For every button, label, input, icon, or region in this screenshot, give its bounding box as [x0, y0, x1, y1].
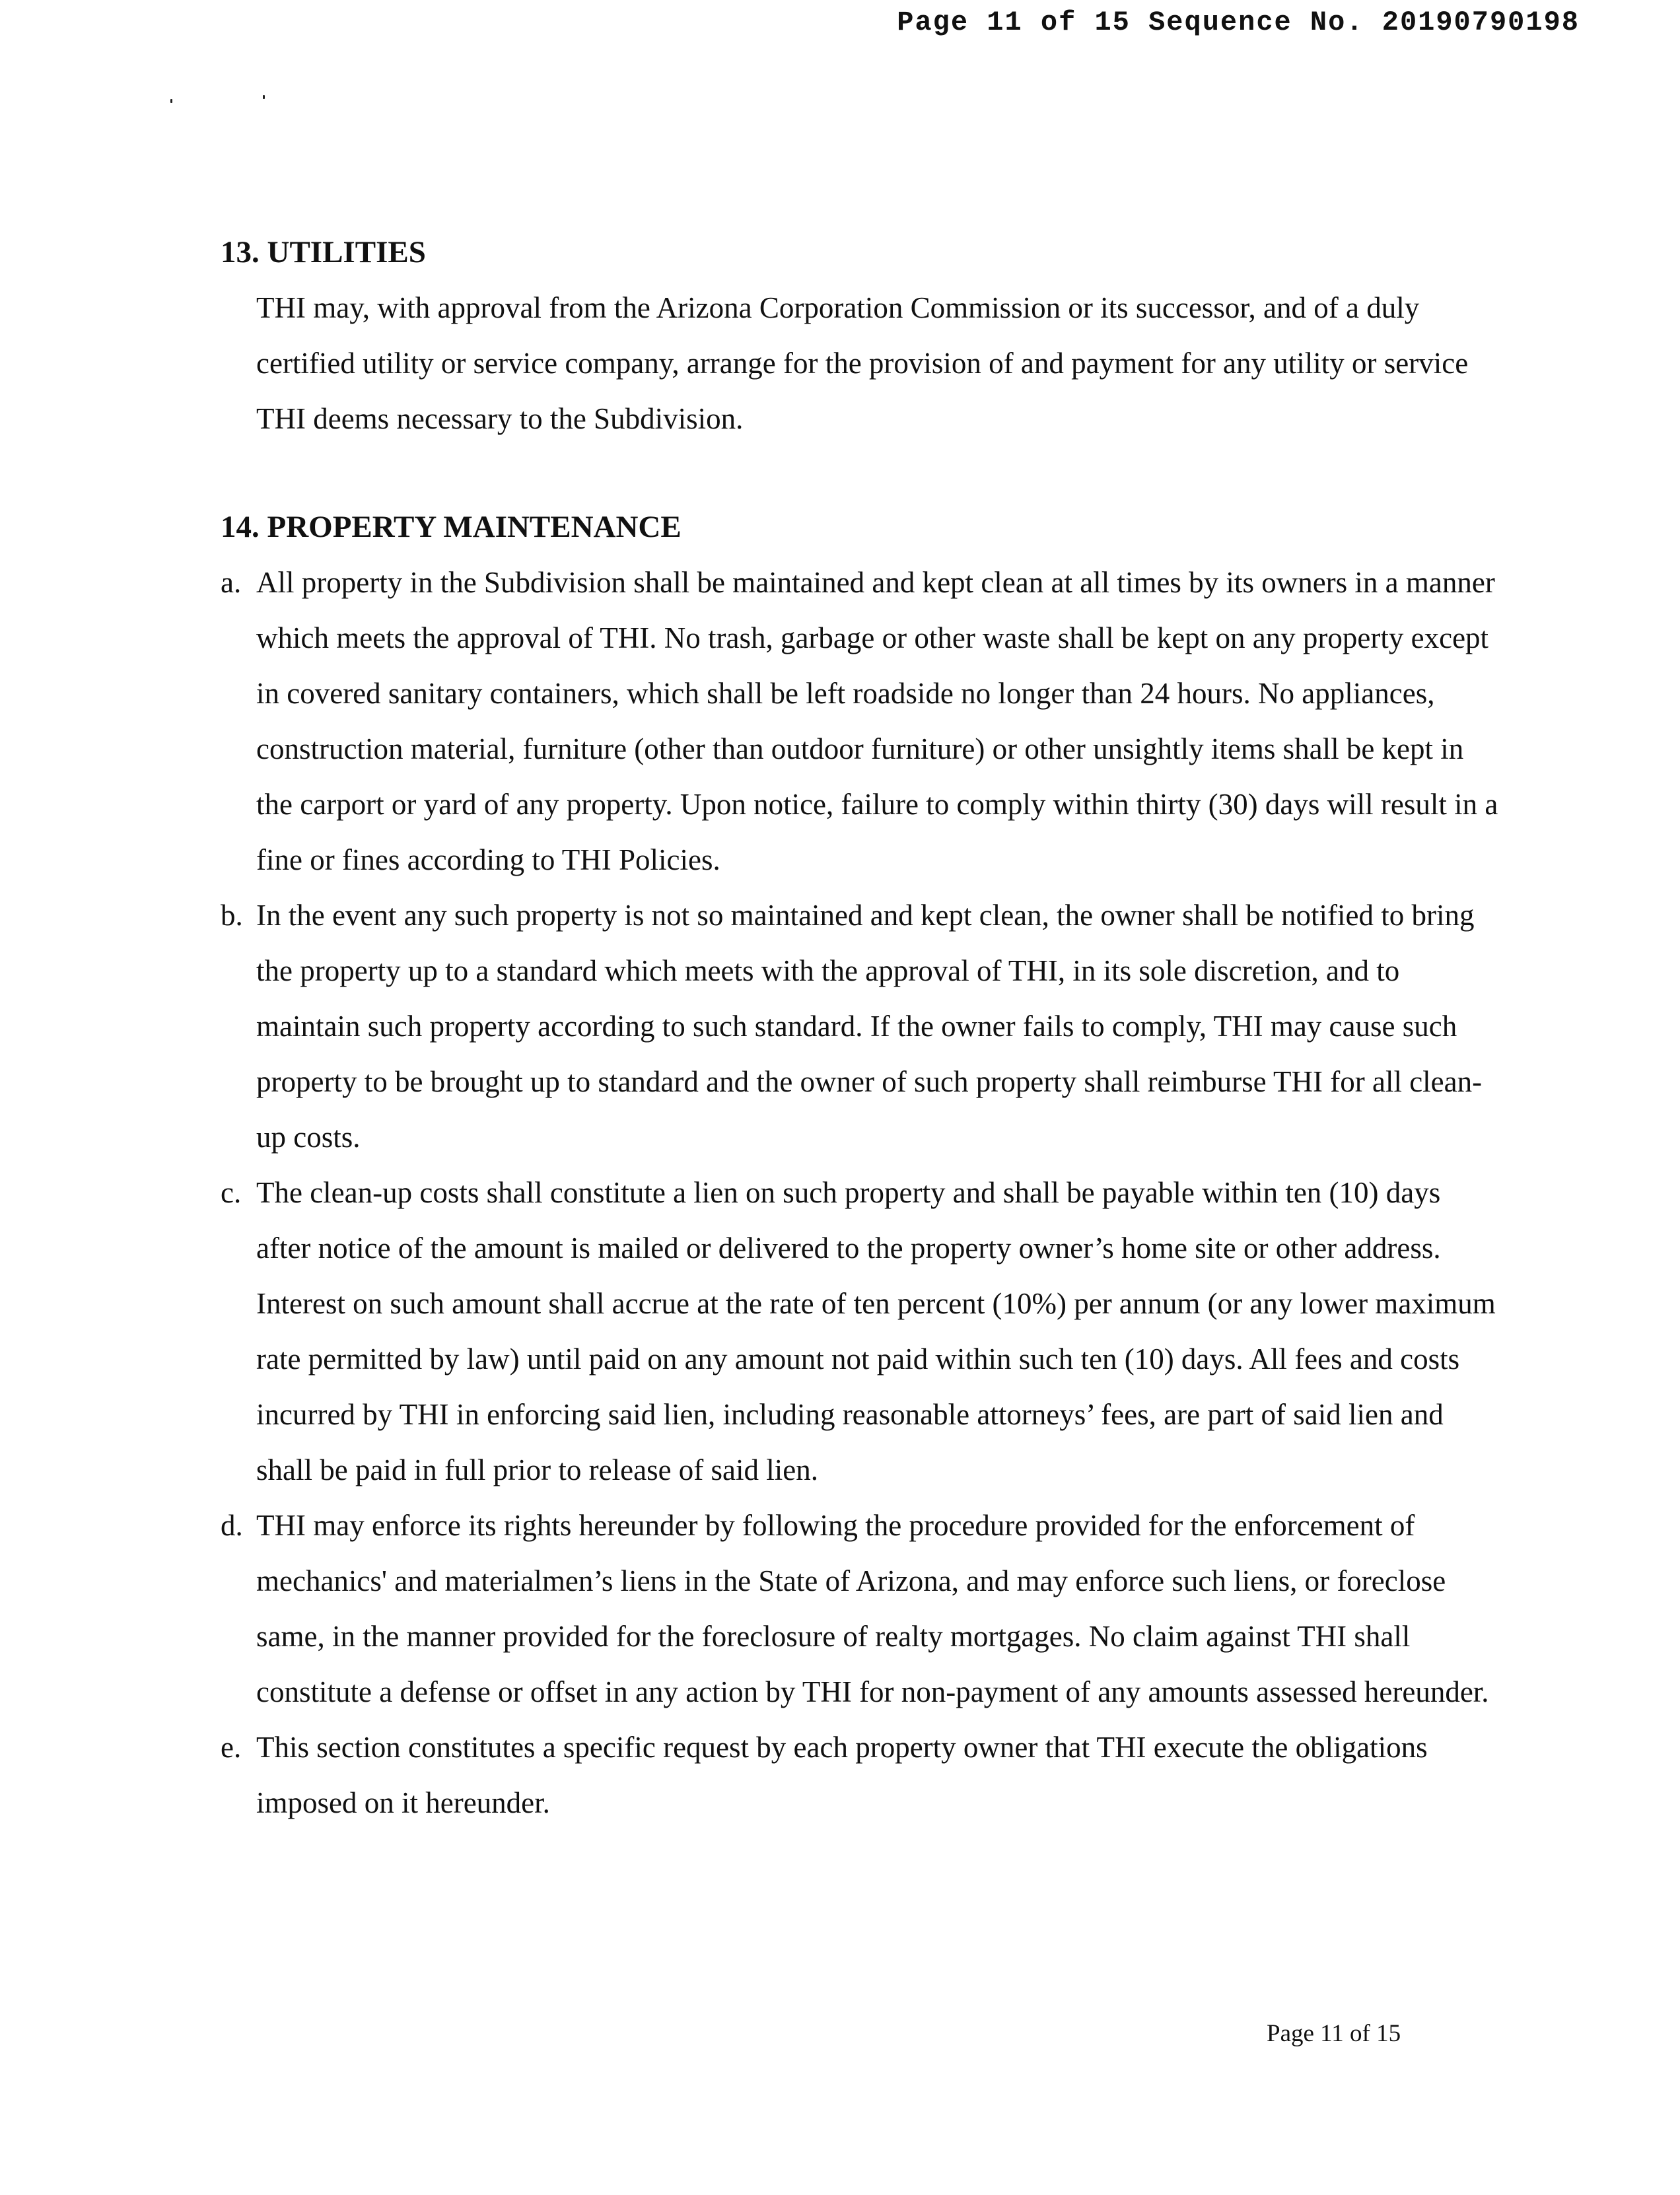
item-letter: b. [221, 899, 243, 932]
item-text: In the event any such property is not so maintained and kept clean, the owner shall be notified to bring the property up to a standard which meets with the approval of THI, in its sole discretion, and to maintain such property according to such standard. If the owner fails to comply, THI may cause such property to be brought up to standard and the owner of such property shall reimburse THI for all clean-up costs. [256, 899, 1483, 1154]
document-body [221, 225, 1502, 1830]
sequence-stamp: Page 11 of 15 Sequence No. 20190790198 [897, 7, 1580, 38]
item-letter: e. [221, 1731, 242, 1764]
item-text: THI may enforce its rights hereunder by following the procedure provided for the enforcement of mechanics' and materialmen’s liens in the State of Arizona, and may enforce such liens, or foreclose same, in the manner provided for the foreclosure of realty mortgages. No claim against THI shall constitute a defense or offset in any action by THI for non-payment of any amounts assessed hereunder. [256, 1509, 1489, 1708]
item-letter: d. [221, 1509, 243, 1542]
section-paragraph: THI may, with approval from the Arizona Corporation Commission or its successor, and of a duly certified utility or service company, arrange for the provision of and payment for any utility or service THI deems necessary to the Subdivision. [256, 291, 1469, 435]
section-property-maintenance [221, 499, 1502, 1830]
list-item [221, 1720, 1502, 1830]
scan-speck [170, 99, 172, 103]
item-text: This section constitutes a specific request by each property owner that THI execute the obligations imposed on it hereunder. [256, 1731, 1428, 1819]
list-item [221, 888, 1502, 1165]
page-number-footer: Page 11 of 15 [1267, 2020, 1401, 2047]
section-heading: 13. UTILITIES [221, 235, 426, 269]
list-item [221, 555, 1502, 888]
section-utilities [221, 225, 1502, 446]
list-item [221, 1165, 1502, 1498]
item-letter: c. [221, 1176, 242, 1209]
scan-speck [263, 95, 265, 99]
list-item [221, 1498, 1502, 1720]
maintenance-item-list [221, 555, 1502, 1830]
item-letter: a. [221, 566, 242, 599]
item-text: All property in the Subdivision shall be maintained and kept clean at all times by its owners in a manner which meets the approval of THI. No trash, garbage or other waste shall be kept on any property except in covered sanitary containers, which shall be left roadside no longer than 24 hours. No appliances, construction material, furniture (other than outdoor furniture) or other unsightly items shall be kept in the carport or yard of any property. Upon notice, failure to comply within thirty (30) days will result in a fine or fines according to THI Policies. [256, 566, 1498, 876]
item-text: The clean-up costs shall constitute a lien on such property and shall be payable within ten (10) days after notice of the amount is mailed or delivered to the property owner’s home site or other address. Interest on such amount shall accrue at the rate of ten percent (10%) per annum (or any lower maximum rate permitted by law) until paid on any amount not paid within such ten (10) days. All fees and costs incurred by THI in enforcing said lien, including reasonable attorneys’ fees, are part of said lien and shall be paid in full prior to release of said lien. [256, 1176, 1496, 1486]
section-heading: 14. PROPERTY MAINTENANCE [221, 510, 682, 544]
